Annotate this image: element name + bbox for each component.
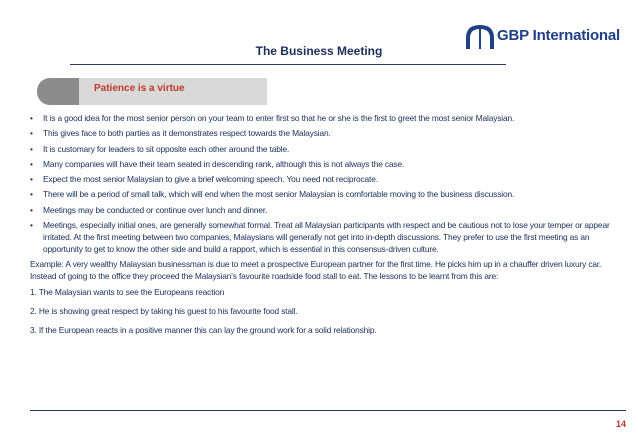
bullet-item: • Expect the most senior Malaysian to give a brief welcoming speech. You need not reciprocate. [30, 173, 622, 185]
bullet-item: • Meetings, especially initial ones, are generally somewhat formal. Treat all Malaysian participants with respect and be cautious not to lose your temper or appear irritated. At the first meeting between two companies, Malaysians will generally not get into in-depth discussions. They prefer to use the first meeting as an opportunity to get to know the other side and build a rapport, which is essential in this consensus-driven culture. [30, 219, 622, 255]
company-logo [465, 24, 635, 50]
lesson-item: 2. He is showing great respect by taking his guest to his favourite food stall. [30, 306, 298, 317]
bullet-item: • It is a good idea for the most senior person on your team to enter first so that he or she is the first to greet the most senior Malaysian. [30, 112, 622, 124]
page-number: 14 [615, 419, 626, 429]
bullet-item: • Meetings may be conducted or continue over lunch and dinner. [30, 204, 622, 216]
bullet-item: • This gives face to both parties as it demonstrates respect towards the Malaysian. [30, 127, 622, 139]
lesson-item: 1. The Malaysian wants to see the Europeans reaction [30, 287, 225, 298]
bullet-item: • Many companies will have their team seated in descending rank, although this is not always the case. [30, 158, 622, 170]
slide-content [30, 112, 622, 343]
section-heading: Patience is a virtue [94, 83, 185, 94]
page-title: The Business Meeting [255, 44, 383, 58]
lessons-list [30, 286, 622, 336]
section-banner-tab [37, 78, 79, 105]
title-divider [70, 64, 506, 65]
logo-text: GBP International [497, 27, 621, 44]
logo-arch-icon [465, 24, 495, 50]
footer-divider [30, 410, 626, 411]
bullet-item: • It is customary for leaders to sit opposite each other around the table. [30, 143, 622, 155]
bullet-list [30, 112, 622, 255]
lesson-item: 3. If the European reacts in a positive manner this can lay the ground work for a solid relationship. [30, 325, 377, 336]
bullet-item: • There will be a period of small talk, which will end when the most senior Malaysian is comfortable moving to the business discussion. [30, 188, 622, 200]
example-paragraph: Example: A very wealthy Malaysian businessman is due to meet a prospective European partner for the first time. He picks him up in a chauffer driven luxury car. Instead of going to the office they proceed the Malaysian's favourite roadside food stall to eat. The lessons to be learnt from this are: [30, 259, 602, 282]
